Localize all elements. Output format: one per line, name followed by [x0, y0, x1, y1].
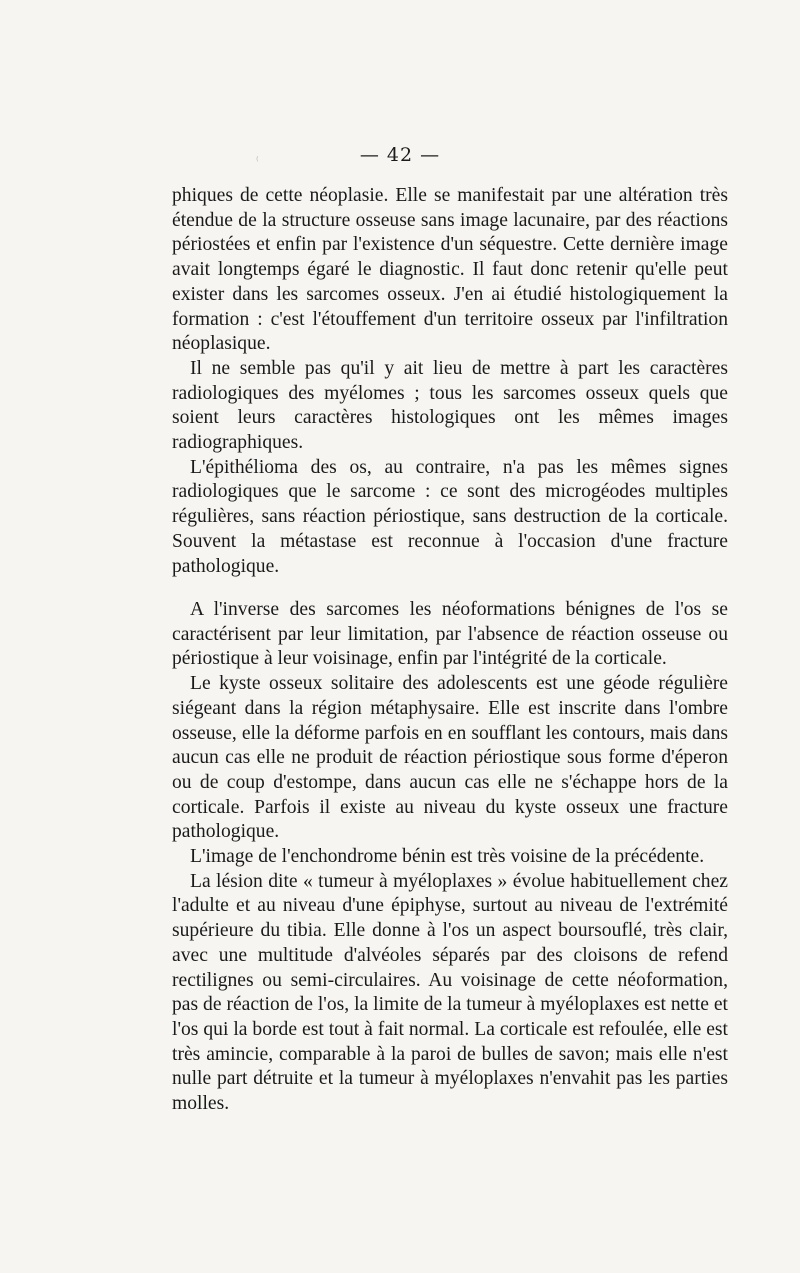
- paragraph: A l'inverse des sarcomes les néoformations bénignes de l'os se caractérisent par leur limitation, par l'absence de réaction osseuse ou périostique à leur voisinage, enfin par l'intégrité de la corticale.: [172, 599, 728, 670]
- paragraph: L'image de l'enchondrome bénin est très voisine de la précédente.: [190, 846, 705, 868]
- page-number: — 42 —: [359, 144, 441, 166]
- margin-speck: ⁽: [256, 154, 259, 167]
- paragraph: La lésion dite « tumeur à myéloplaxes » évolue habituellement chez l'adulte et au niveau d'une épiphyse, surtout au niveau de l'extrémité supérieure du tibia. Elle donne à l'os un aspect boursouflé, très clair, avec une multitude d'alvéoles séparés par des cloisons de refend rectilignes ou semi-circulaires. Au voisinage de cette néoformation, pas de réaction de l'os, la limite de la tumeur à myéloplaxes est nette et l'os qui la borde est tout à fait normal. La corticale est refoulée, elle est très amincie, comparable à la paroi de bulles de savon; mais elle n'est nulle part détruite et la tumeur à myéloplaxes n'envahit pas les parties molles.: [172, 870, 728, 1115]
- paragraph: L'épithélioma des os, au contraire, n'a pas les mêmes signes radiologiques que le sarcome : ce sont des microgéodes multiples régulières, sans réaction périostique, sans destruction de la corticale. Souvent la métastase est reconnue à l'occasion d'une fracture pathologique.: [172, 456, 728, 577]
- text-section-2: [172, 598, 728, 1117]
- paragraph: Il ne semble pas qu'il y ait lieu de mettre à part les caractères radiologiques des myélomes ; tous les sarcomes osseux quels que soient leurs caractères histologiques ont les mêmes images radiographiques.: [172, 357, 728, 454]
- text-section-1: [172, 184, 728, 579]
- paragraph: Le kyste osseux solitaire des adolescents est une géode régulière siégeant dans la région métaphysaire. Elle est inscrite dans l'ombre osseuse, elle la déforme parfois en en soufflant les contours, mais dans aucun cas elle ne produit de réaction périostique sous forme d'éperon ou de coup d'estompe, dans aucun cas elle ne s'échappe hors de la corticale. Parfois il existe au niveau du kyste osseux une fracture pathologique.: [172, 673, 728, 843]
- paragraph: phiques de cette néoplasie. Elle se manifestait par une altération très étendue de la structure osseuse sans image lacunaire, par des réactions périostées et enfin par l'existence d'un séquestre. Cette dernière image avait longtemps égaré le diagnostic. Il faut donc retenir qu'elle peut exister dans les sarcomes osseux. J'en ai étudié histologiquement la formation : c'est l'étouffement d'un territoire osseux par l'infiltration néoplasique.: [172, 185, 728, 355]
